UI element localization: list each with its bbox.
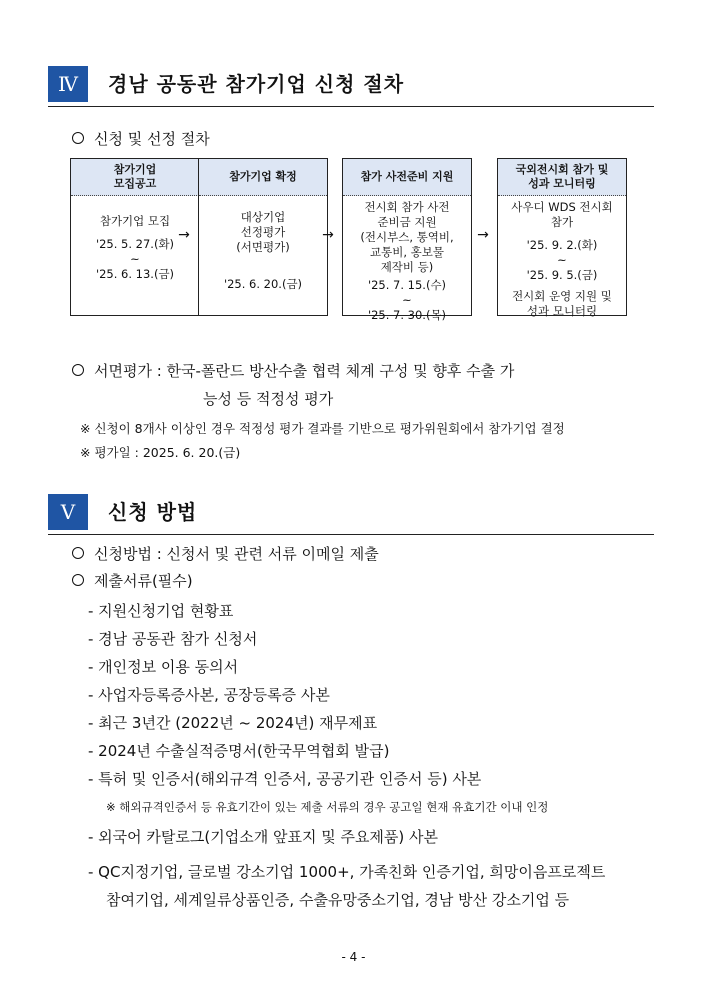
step-1-date: '25. 5. 27.(화) ~ '25. 6. 13.(금) <box>95 237 175 281</box>
bullet-circle-icon <box>72 574 84 586</box>
docs-label: 제출서류(필수) <box>94 572 193 590</box>
arrow-icon: → <box>322 227 334 243</box>
step-4-body: 사우디 WDS 전시회 참가 <box>511 200 613 229</box>
doc-item-1: - 지원신청기업 현황표 <box>88 602 234 620</box>
process-step-4 <box>497 158 627 316</box>
step-3-body: 전시회 참가 사전 준비금 지원 (전시부스, 통역비, 교통비, 홍보물 제작비 등) <box>360 200 454 274</box>
doc-item-7: - 특허 및 인증서(해외규격 인증서, 공공기관 인증서 등) 사본 <box>88 770 482 788</box>
process-step-2 <box>198 158 328 316</box>
section-4-number: Ⅳ <box>48 66 88 102</box>
doc-item-4: - 사업자등록증사본, 공장등록증 사본 <box>88 686 330 704</box>
step-1-body: 참가기업 모집 <box>99 214 171 228</box>
eval-line-1 <box>72 360 514 381</box>
doc-item-catalog: - 외국어 카탈로그(기업소개 앞표지 및 주요제품) 사본 <box>88 828 439 846</box>
section-5-header <box>48 494 654 535</box>
step-2-head: 참가기업 확정 <box>199 159 327 196</box>
eval-line-2: 능성 등 적정성 평가 <box>203 390 334 408</box>
doc-item-6: - 2024년 수출실적증명서(한국무역협회 발급) <box>88 742 390 760</box>
step-2-date: '25. 6. 20.(금) <box>223 277 303 291</box>
process-label-line <box>72 128 210 149</box>
eval-text-1: 서면평가 : 한국-폴란드 방산수출 협력 체계 구성 및 향후 수출 가 <box>94 362 515 380</box>
bullet-circle-icon <box>72 364 84 376</box>
section-4-header <box>48 66 654 107</box>
step-4-extra: 전시회 운영 지원 및 성과 모니터링 <box>512 289 612 318</box>
arrow-icon: → <box>477 227 489 243</box>
step-4-date: '25. 9. 2.(화) ~ '25. 9. 5.(금) <box>526 238 598 282</box>
section-5-number: Ⅴ <box>48 494 88 530</box>
step-2-body: 대상기업 선정평가 (서면평가) <box>236 210 290 254</box>
doc-item-last-1: - QC지정기업, 글로벌 강소기업 1000+, 가족친화 인증기업, 희망이음프로젝트 <box>88 863 606 881</box>
method-text: 신청방법 : 신청서 및 관련 서류 이메일 제출 <box>94 545 379 563</box>
step-1-head: 참가기업 모집공고 <box>71 159 199 196</box>
note-1: ※ 신청이 8개사 이상인 경우 적정성 평가 결과를 기반으로 평가위원회에서 참가기업 결정 <box>80 421 565 436</box>
arrow-icon: → <box>178 227 190 243</box>
bullet-circle-icon <box>72 132 84 144</box>
section-5-title: 신청 방법 <box>108 500 198 524</box>
method-line <box>72 543 379 564</box>
step-4-head: 국외전시회 참가 및 성과 모니터링 <box>498 159 626 196</box>
step-3-date: '25. 7. 15.(수) ~ '25. 7. 30.(목) <box>367 278 447 322</box>
bullet-circle-icon <box>72 547 84 559</box>
doc-item-last-2: 참여기업, 세계일류상품인증, 수출유망중소기업, 경남 방산 강소기업 등 <box>106 891 570 909</box>
doc-item-2: - 경남 공동관 참가 신청서 <box>88 630 258 648</box>
note-2: ※ 평가일 : 2025. 6. 20.(금) <box>80 445 241 460</box>
step-3-head: 참가 사전준비 지원 <box>343 159 471 196</box>
docs-note: ※ 해외규격인증서 등 유효기간이 있는 제출 서류의 경우 공고일 현재 유효기간 이내 인정 <box>106 800 549 814</box>
section-4-title: 경남 공동관 참가기업 신청 절차 <box>108 72 405 96</box>
process-label: 신청 및 선정 절차 <box>94 130 210 148</box>
doc-item-3: - 개인정보 이용 동의서 <box>88 658 239 676</box>
page-number: - 4 - <box>341 950 366 964</box>
docs-label-line <box>72 570 193 591</box>
process-step-3 <box>342 158 472 322</box>
doc-item-5: - 최근 3년간 (2022년 ~ 2024년) 재무제표 <box>88 714 378 732</box>
